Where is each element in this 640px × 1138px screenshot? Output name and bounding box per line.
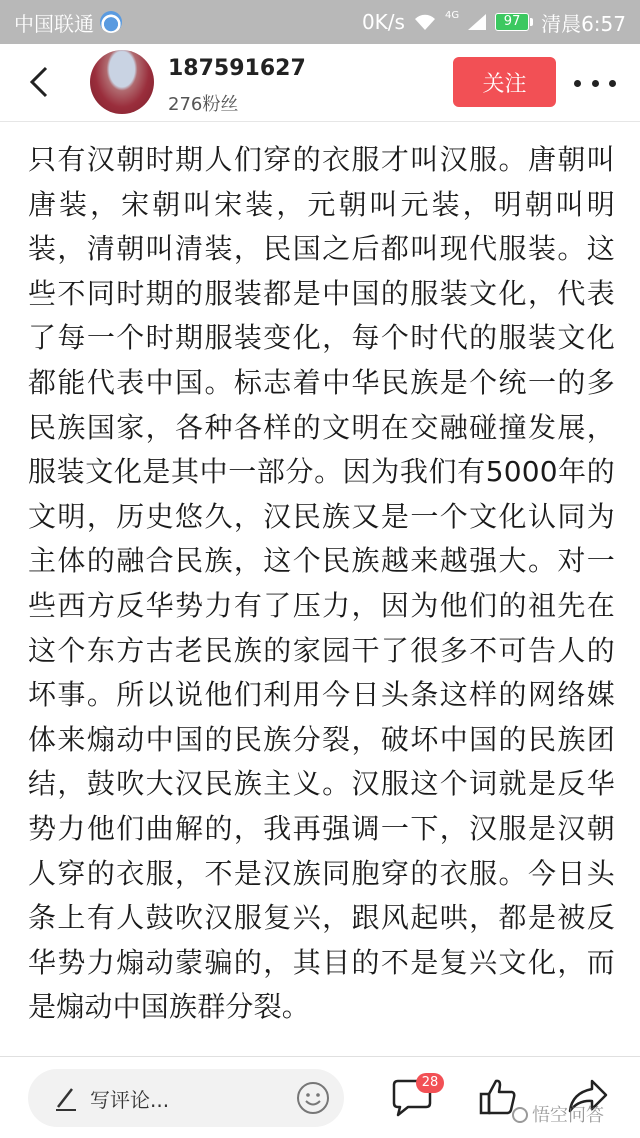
- pen-icon: [54, 1085, 78, 1111]
- more-options-button[interactable]: [574, 68, 616, 98]
- battery-icon: [495, 13, 533, 31]
- battery-level: 97: [495, 13, 529, 31]
- status-right: [362, 8, 626, 37]
- user-name[interactable]: 187591627: [168, 56, 306, 81]
- fans-count: 276粉丝: [168, 94, 239, 115]
- avatar[interactable]: [90, 50, 154, 114]
- dot-icon: [592, 80, 599, 87]
- comment-input[interactable]: [28, 1069, 344, 1127]
- carrier-logo-icon: [100, 11, 122, 33]
- article-text: 只有汉朝时期人们穿的衣服才叫汉服。唐朝叫唐装，宋朝叫宋装，元朝叫元装，明朝叫明装，清朝叫清装，民国之后都叫现代服装。这些不同时期的服装都是中国的服装文化，代表了每一个时期服装变化，每个时代的服装文化都能代表中国。标志着中华民族是个统一的多民族国家，各种各样的文明在交融碰撞发展，服装文化是其中一部分。因为我们有5000年的文明，历史悠久，汉民族又是一个文化认同为主体的融合民族，这个民族越来越强大。对一些西方反华势力有了压力，因为他们的祖先在这个东方古老民族的家园干了很多不可告人的坏事。所以说他们利用今日头条这样的网络媒体来煽动中国的民族分裂，破坏中国的民族团结，鼓吹大汉民族主义。汉服这个词就是反华势力他们曲解的，我再强调一下，汉服是汉朝人穿的衣服，不是汉族同胞穿的衣服。今日头条上有人鼓吹汉服复兴，跟风起哄，都是被反华势力煽动蒙骗的，其目的不是复兴文化，而是煽动中国族群分裂。: [28, 143, 615, 1024]
- article-header: [0, 44, 640, 122]
- bottom-action-bar: [0, 1056, 640, 1138]
- clock: 清晨6:57: [541, 11, 626, 36]
- status-bar: [0, 0, 640, 44]
- article-body: [28, 130, 615, 1056]
- emoji-icon[interactable]: [296, 1081, 330, 1115]
- back-button[interactable]: [22, 62, 62, 102]
- follow-button[interactable]: 关注: [453, 57, 556, 107]
- net-speed: 0K/s: [361, 10, 405, 34]
- wifi-icon: [413, 13, 437, 31]
- network-type: 4G: [444, 10, 460, 21]
- status-left: [14, 8, 122, 37]
- signal-icon: [467, 13, 487, 31]
- carrier-name: 中国联通: [14, 11, 94, 36]
- wukong-logo-icon: [512, 1107, 528, 1123]
- comment-count-badge: 28: [416, 1073, 444, 1093]
- dot-icon: [574, 80, 581, 87]
- comment-placeholder: 写评论...: [90, 1087, 170, 1112]
- dot-icon: [609, 80, 616, 87]
- watermark: [512, 1101, 604, 1127]
- watermark-text: 悟空问答: [532, 1105, 604, 1126]
- back-arrow-icon: [22, 62, 62, 102]
